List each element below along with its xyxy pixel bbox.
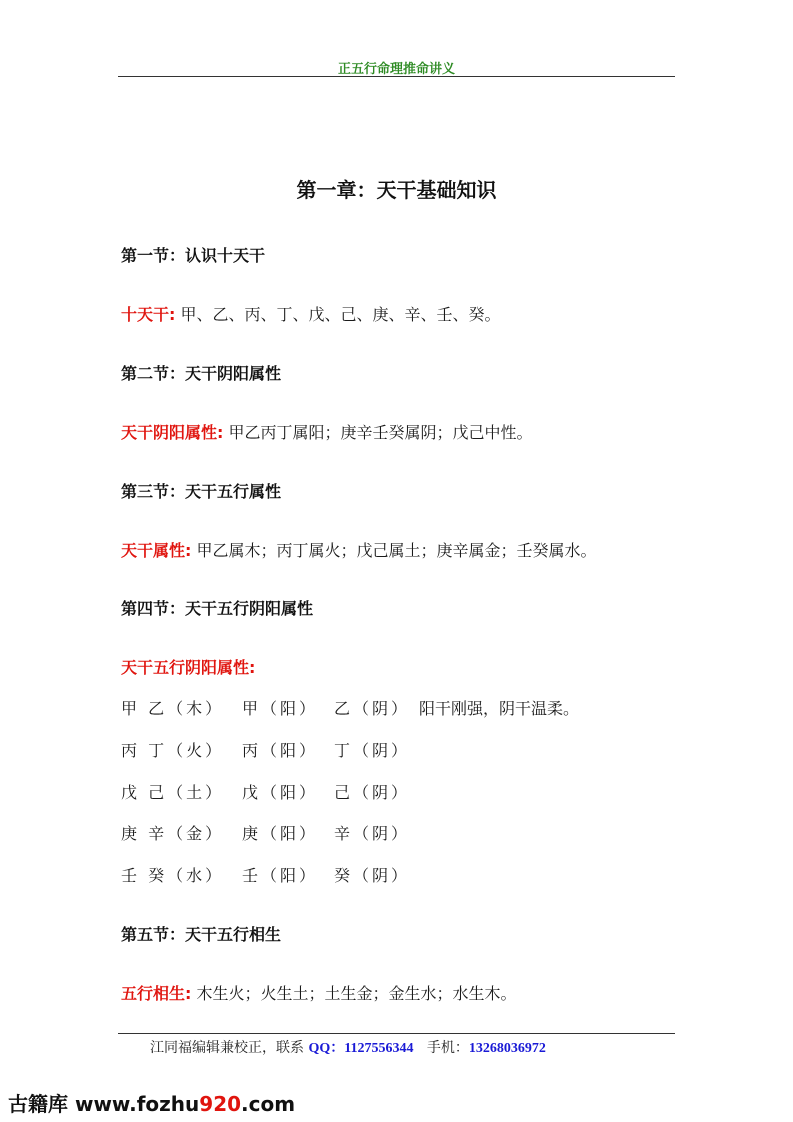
section-1-text: 甲、乙、丙、丁、戊、己、庚、辛、壬、癸。 [175, 305, 501, 324]
section-3-label: 天干属性: [121, 541, 192, 560]
row-yin: 己（阴） [334, 783, 411, 802]
watermark-url-suffix: .com [241, 1092, 296, 1116]
header-rule [118, 76, 675, 77]
row-pair: 丙 丁（火） [121, 741, 225, 760]
section-2-line [121, 420, 533, 443]
section-5-title: 第五节：天干五行相生 [121, 925, 282, 944]
section-2-label: 天干阴阳属性: [121, 423, 224, 442]
section-1-title: 第一节：认识十天干 [121, 246, 266, 265]
section-2-title: 第二节：天干阴阳属性 [121, 364, 282, 383]
row-yin: 乙（阴） [334, 699, 411, 718]
section-4-line [121, 655, 255, 678]
section-5-label: 五行相生: [121, 984, 192, 1003]
site-watermark [8, 1088, 295, 1117]
footer-qq: 1127556344 [344, 1041, 414, 1056]
row-yin: 丁（阴） [334, 741, 411, 760]
row-yang: 壬（阳） [242, 866, 319, 885]
row-yang: 庚（阳） [242, 824, 319, 843]
header-title: 正五行命理推命讲义 [337, 62, 455, 77]
watermark-url-prefix: www.fozhu [68, 1092, 200, 1116]
section-3-title: 第三节：天干五行属性 [121, 482, 282, 501]
section-5-text: 木生火；火生土；土生金；金生水；水生木。 [191, 984, 517, 1003]
footer-prefix: 江同福编辑兼校正，联系 [150, 1040, 309, 1056]
footer-qq-label: QQ： [308, 1041, 345, 1056]
section-3-text: 甲乙属木；丙丁属火；戊己属土；庚辛属金；壬癸属水。 [191, 541, 597, 560]
row-yang: 甲（阳） [242, 699, 319, 718]
row-yin: 癸（阴） [334, 866, 411, 885]
section-4-title: 第四节：天干五行阴阳属性 [121, 599, 314, 618]
row-pair: 庚 辛（金） [121, 824, 225, 843]
footer-rule [118, 1033, 675, 1034]
footer [150, 1037, 546, 1057]
watermark-url-num: 920 [199, 1092, 242, 1116]
row-yin: 辛（阴） [334, 824, 411, 843]
section-1-line [121, 302, 501, 325]
section-5-line [121, 981, 517, 1004]
section-3-line [121, 538, 597, 561]
watermark-site-name: 古籍库 [8, 1092, 68, 1116]
row-yang: 戊（阳） [242, 783, 319, 802]
row-pair: 戊 己（土） [121, 783, 225, 802]
row-yang: 丙（阳） [242, 741, 319, 760]
row-pair: 壬 癸（水） [121, 866, 225, 885]
section-4-label: 天干五行阴阳属性: [121, 658, 256, 677]
footer-phone: 13268036972 [468, 1041, 546, 1056]
section-1-label: 十天干: [121, 305, 176, 324]
footer-phone-label: 手机： [413, 1040, 469, 1056]
row-note: 阳干刚强，阴干温柔。 [419, 699, 580, 718]
row-pair: 甲 乙（木） [121, 699, 225, 718]
chapter-title: 第一章：天干基础知识 [296, 178, 497, 202]
section-2-text: 甲乙丙丁属阳；庚辛壬癸属阴；戊己中性。 [223, 423, 533, 442]
